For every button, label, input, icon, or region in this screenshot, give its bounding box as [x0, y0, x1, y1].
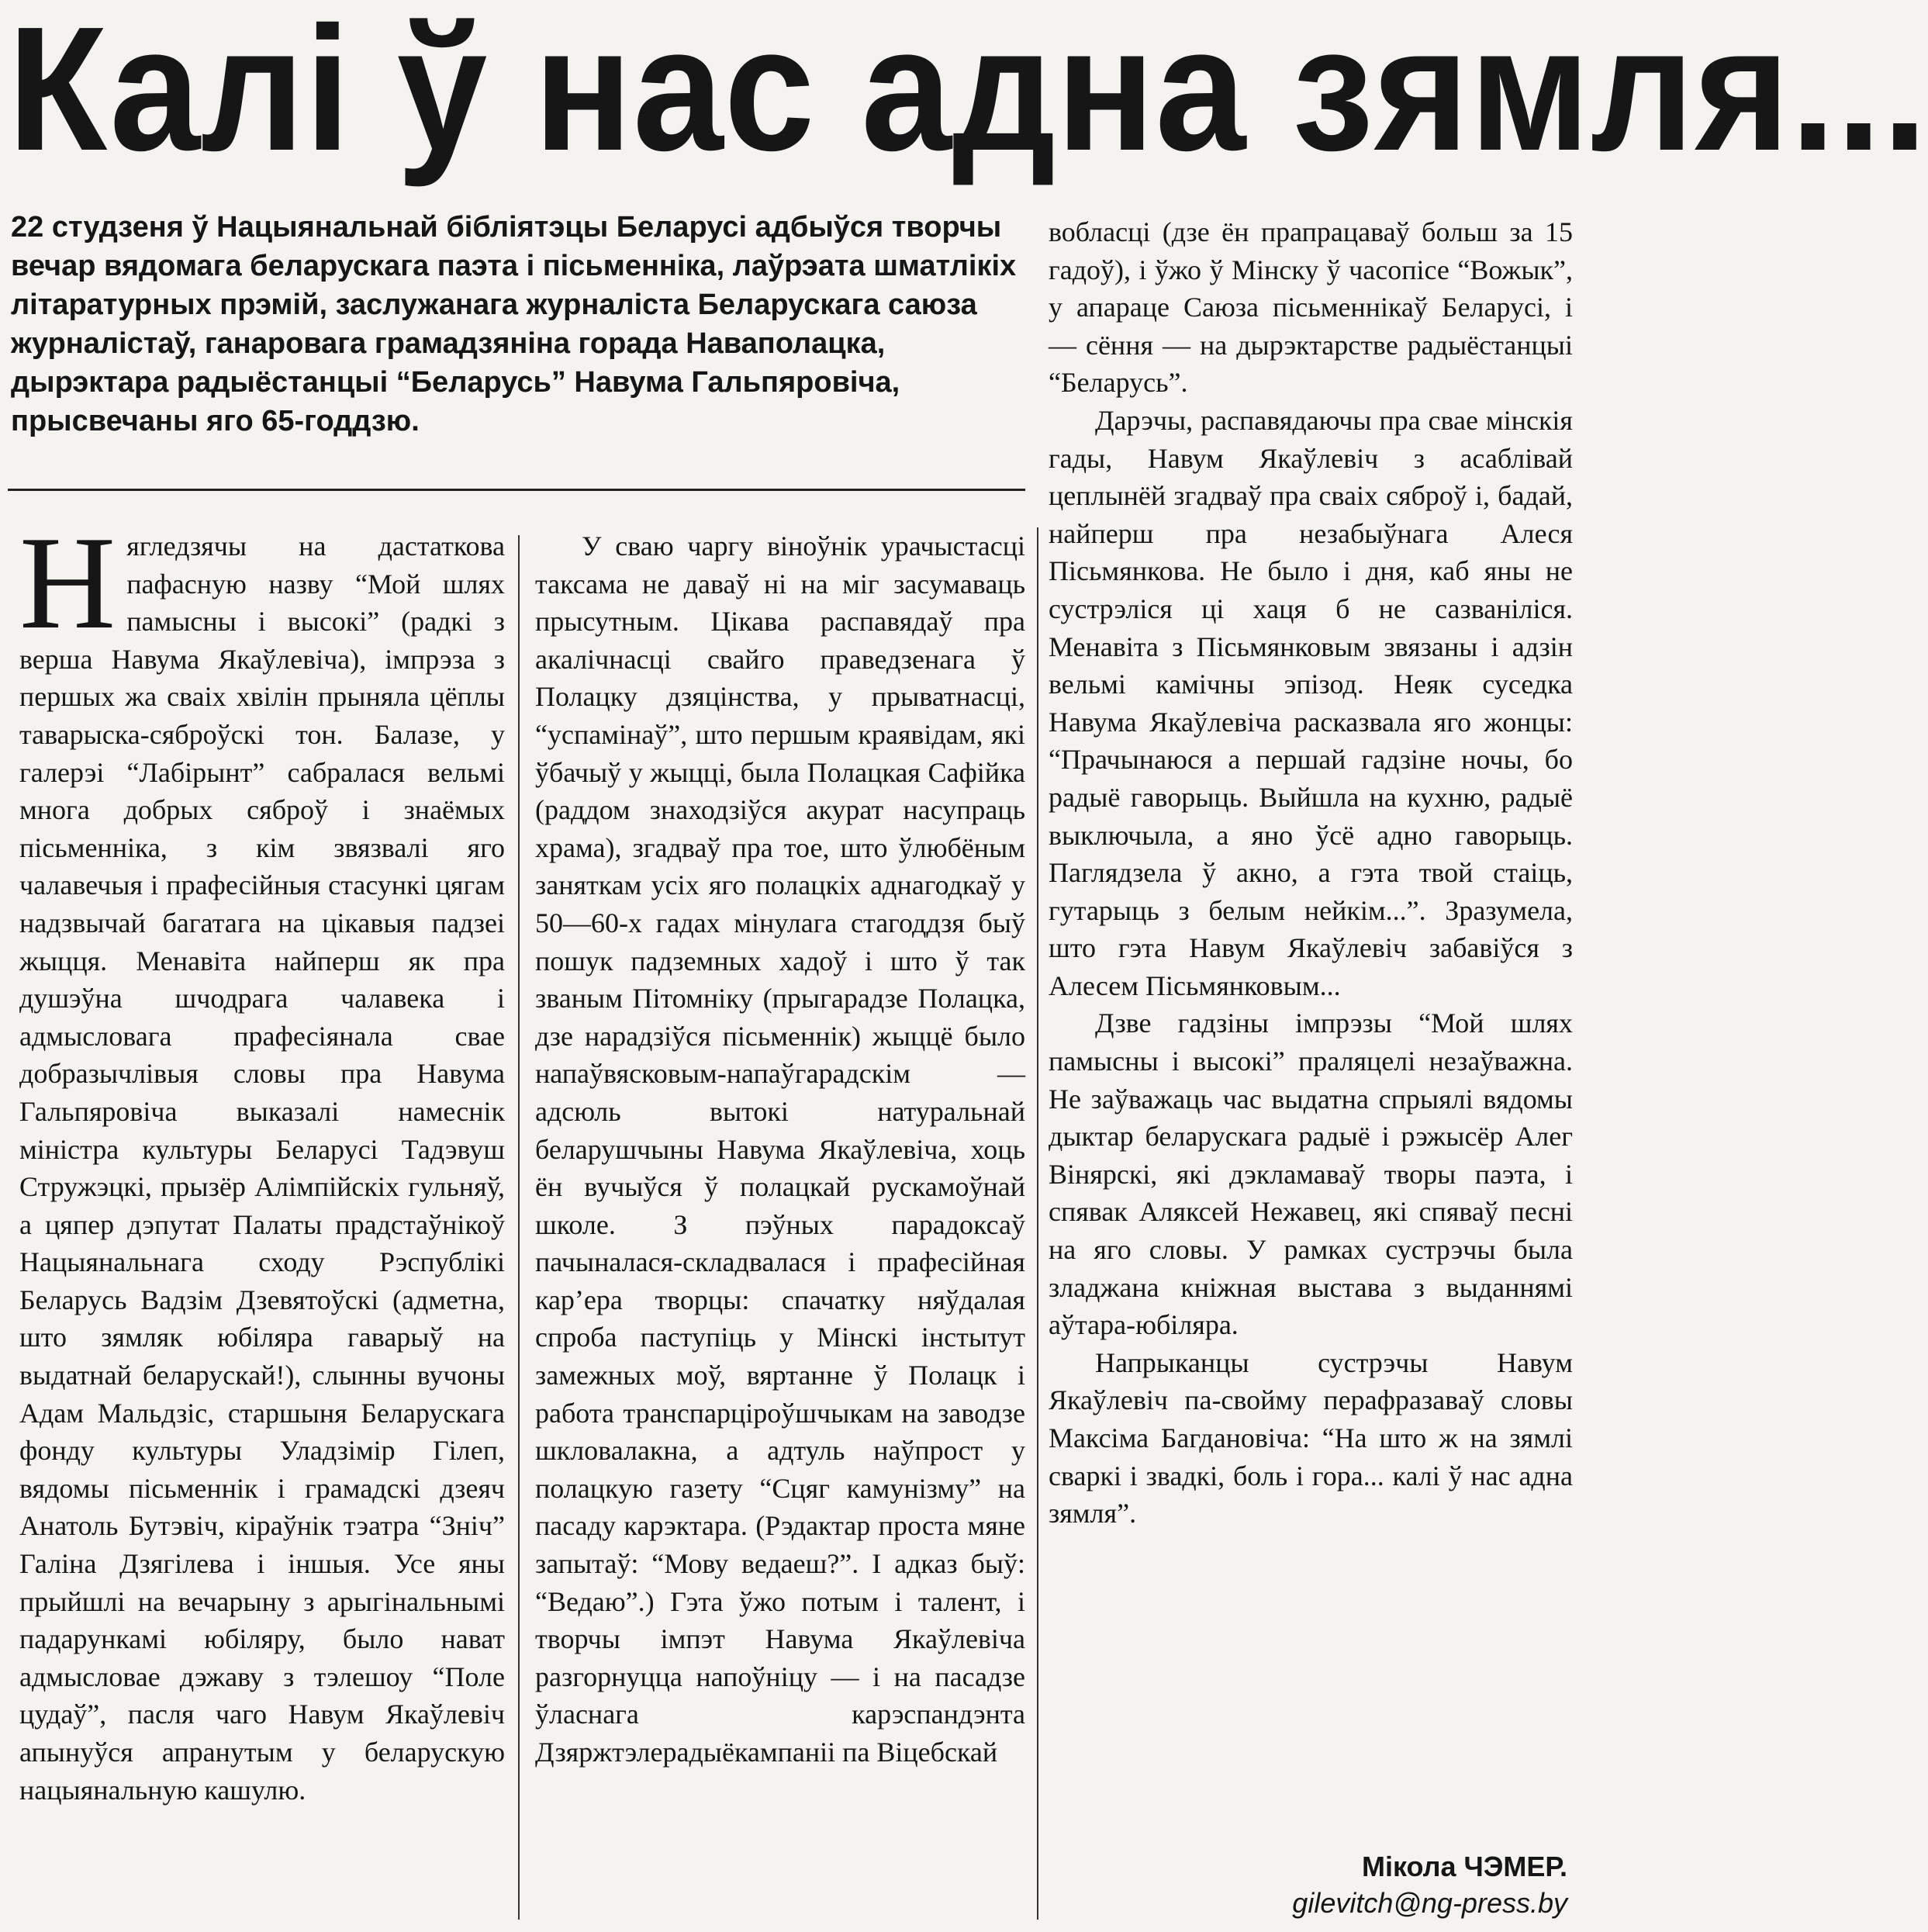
article-column-2	[535, 527, 1025, 1771]
article-paragraph	[19, 510, 505, 1809]
paragraph-text: ягледзячы на дастаткова пафасную назву “Мой шлях памысны і высокі” (радкі з верша Навума Якаўлевіча), імпрэза з першых жа сваіх хвілін прыняла цёплы таварыска-сяброўскі тон. Балазе, у галерэі “Лабірынт” сабралася вельмі многа добрых сяброў і знаёмых пісьменніка, з кім звязвалі яго чалавечыя і прафесійныя стасункі цягам надзвычай багатага на цікавыя падзеі жыцця. Менавіта найперш як пра душэўна шчодрага чалавека і адмысловага прафесіянала свае добразычлівыя словы пра Навума Гальпяровіча выказалі намеснік міністра культуры Беларусі Тадэвуш Стружэцкі, прызёр Алімпійскіх гульняў, а цяпер дэпутат Палаты прадстаўнікоў Нацыянальнага сходу Рэспублікі Беларусь Вадзім Дзевятоўскі (адметна, што зямляк юбіляра гаварыў на выдатнай беларускай!), слынны вучоны Адам Мальдзіс, старшыня Беларускага фонду культуры Уладзімір Гілеп, вядомы пісьменнік і грамадскі дзеяч Анатоль Бутэвіч, кіраўнік тэатра “Зніч” Галіна Дзягілева і іншыя. Усе яны прыйшлі на вечарыну з арыгінальнымі падарункамі юбіляру, было нават адмысловае дэжаву з тэлешоу “Поле цудаў”, пасля чаго Навум Якаўлевіч апынуўся апранутым у беларускую нацыянальную кашулю.	[19, 531, 505, 1806]
headline: Калі ў нас адна зямля...	[8, 0, 1928, 188]
column-divider	[518, 535, 520, 1920]
article-column-1	[19, 510, 505, 1809]
lead-paragraph: 22 студзеня ў Нацыянальнай бібліятэцы Беларусі адбыўся творчы вечар вядомага беларускага паэта і пісьменніка, лаўрэата шматлікіх літаратурных прэмій, заслужанага журналіста Беларускага саюза журналістаў, ганаровага грамадзяніна горада Наваполацка, дырэктара радыёстанцыі “Беларусь” Навума Гальпяровіча, прысвечаны яго 65-годдзю.	[11, 211, 1017, 437]
column-divider	[1037, 527, 1038, 1920]
author-byline: Мікола ЧЭМЕР.	[1361, 1851, 1567, 1882]
article-paragraph: У сваю чаргу віноўнік урачыстасці таксама не даваў ні на міг засумаваць прысутным. Цікава распавядаў пра акалічнасці свайго праведзенага ў Полацку дзяцінства, у прыватнасці, “успамінаў”, што першым краявідам, які ўбачыў у жыцці, была Полацкая Сафійка (раддом знаходзіўся акурат насупраць храма), згадваў пра тое, што ўлюбёным заняткам усіх яго полацкіх аднагодкаў у 50—60-х гадах мінулага стагоддзя быў пошук падземных хадоў і што ў так званым Пітомніку (прыгарадзе Полацка, дзе нарадзіўся пісьменнік) жыццё было напаўвясковым-напаўгарадскім — адсюль вытокі натуральнай беларушчыны Навума Якаўлевіча, хоць ён вучыўся ў полацкай рускамоўнай школе. З пэўных парадоксаў пачыналася-складвалася і прафесійная кар’ера творцы: спачатку няўдалая спроба паступіць у Мінскі інстытут замежных моў, вяртанне ў Полацк і работа транспарціроўшчыкам на заводзе шкловалакна, а адтуль наўпрост у полацкую газету “Сцяг камунізму” на пасаду карэктара. (Рэдактар проста мяне запытаў: “Мову ведаеш?”. І адказ быў: “Ведаю”.) Гэта ўжо потым і талент, і творчы імпэт Навума Якаўлевіча разгорнуцца напоўніцу — і на пасадзе ўласнага карэспандэнта Дзяржтэлерадыёкампаніі па Віцебскай	[535, 531, 1025, 1768]
article-paragraph: Напрыканцы сустрэчы Навум Якаўлевіч па-свойму перафразаваў словы Максіма Багдановіча: “На што ж на зямлі сваркі і звадкі, боль і гора... калі ў нас адна зямля”.	[1049, 1346, 1573, 1529]
drop-cap: Н	[19, 510, 116, 657]
lead-divider	[8, 489, 1025, 491]
author-email: gilevitch@ng-press.by	[1292, 1887, 1567, 1919]
article-paragraph: Дзве гадзіны імпрэзы “Мой шлях памысны і высокі” праляцелі незаўважна. Не заўважаць час выдатна спрыялі вядомы дыктар беларускага радыё і рэжысёр Алег Вінярскі, які дэкламаваў творы паэта, і спявак Аляксей Нежавец, які спяваў песні на яго словы. У рамках сустрэчы была зладжана кніжная выстава з выданнямі аўтара-юбіляра.	[1049, 1007, 1573, 1341]
article-column-3	[1049, 213, 1573, 1533]
article-paragraph: Дарэчы, распавядаючы пра свае мінскія гады, Навум Якаўлевіч з асаблівай цеплынёй згадваў пра сваіх сяброў і, бадай, найперш пра незабыўнага Алеся Пісьмянкова. Не было і дня, каб яны не сустрэліся ці хаця б не сазваніліся. Менавіта з Пісьмянковым звязаны і адзін вельмі камічны эпізод. Неяк суседка Навума Якаўлевіча расказвала яго жонцы: “Прачынаюся а першай гадзіне ночы, бо радыё гаворыць. Выйшла на кухню, радыё выключыла, а яно ўсё адно гаворыць. Паглядзела ў акно, а гэта твой стаіць, гутарыць з белым нейкім...”. Зразумела, што гэта Навум Якаўлевіч забавіўся з Алесем Пісьмянковым...	[1049, 404, 1573, 1001]
article-paragraph: вобласці (дзе ён прапрацаваў больш за 15 гадоў), і ўжо ў Мінску ў часопісе “Вожык”, у апараце Саюза пісьменнікаў Беларусі, і — сёння — на дырэктарстве радыёстанцыі “Беларусь”.	[1049, 216, 1573, 399]
